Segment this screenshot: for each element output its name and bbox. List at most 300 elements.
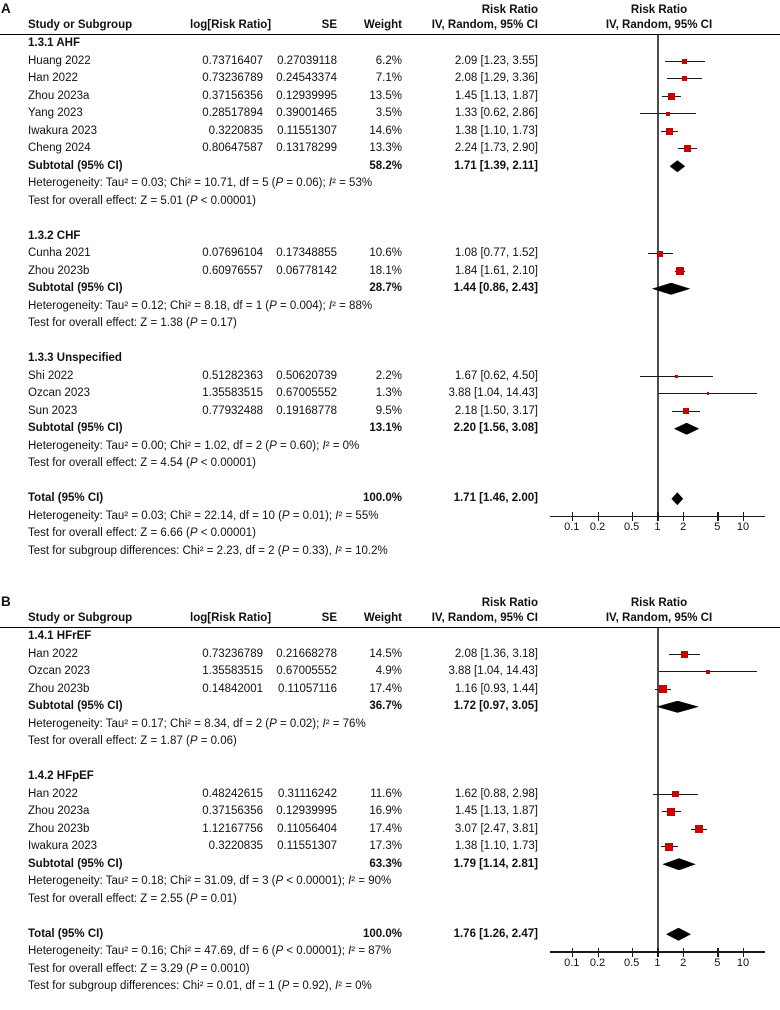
stat-row: [0, 873, 780, 891]
weight-value: 7.1%: [375, 72, 402, 84]
axis-tick-label: 0.5: [623, 521, 640, 533]
overall-effect-text: Test for overall effect: Z = 2.55 (P = 0.01): [28, 892, 237, 905]
pooled-weight: 13.1%: [369, 422, 402, 434]
se-value: 0.11056404: [277, 822, 337, 835]
forest-plot-cell: [538, 105, 780, 123]
risk-ratio-ci-text: 3.88 [1.04, 14.43]: [448, 665, 538, 677]
study-row: [0, 263, 780, 281]
log-risk-ratio-value: 0.80647587: [202, 142, 263, 154]
subtotal-diamond: [670, 160, 686, 172]
pooled-weight: 63.3%: [369, 857, 402, 870]
heterogeneity-text: Heterogeneity: Tau² = 0.03; Chi² = 22.14, df = 10 (P = 0.01); I² = 55%: [28, 509, 379, 522]
study-name: Zhou 2023b: [28, 264, 90, 277]
se-value: 0.11551307: [277, 840, 337, 852]
pooled-label: Subtotal (95% CI): [28, 857, 123, 870]
heterogeneity-text: Heterogeneity: Tau² = 0.18; Chi² = 31.09, df = 3 (P < 0.00001); I² = 90%: [28, 875, 392, 887]
effect-square: [657, 251, 663, 257]
effect-measure-title: Risk Ratio: [481, 597, 538, 609]
weight-value: 11.6%: [370, 787, 402, 800]
study-row: [0, 646, 780, 664]
weight-value: 3.5%: [375, 107, 402, 119]
axis-tick: [632, 948, 633, 957]
axis-tick-label: 5: [714, 521, 721, 533]
log-risk-ratio-value: 0.73236789: [202, 647, 263, 660]
forest-plot-cell: [538, 123, 780, 141]
study-row: [0, 838, 780, 856]
risk-ratio-ci-text: 1.62 [0.88, 2.98]: [454, 787, 538, 800]
stat-row: [0, 543, 780, 561]
risk-ratio-ci-text: 2.24 [1.73, 2.90]: [454, 142, 538, 154]
header-row-effect: [0, 3, 780, 18]
log-risk-ratio-value: 1.35583515: [202, 387, 263, 399]
log-risk-ratio-value: 0.28517894: [202, 107, 263, 119]
log-risk-ratio-value: 0.51282363: [202, 369, 263, 382]
log-risk-ratio-value: 0.77932488: [202, 404, 263, 417]
heterogeneity-text: Heterogeneity: Tau² = 0.00; Chi² = 1.02, df = 2 (P = 0.60); I² = 0%: [28, 439, 360, 452]
effect-square: [707, 392, 710, 395]
effect-square: [695, 825, 703, 833]
pooled-ci-text: 1.79 [1.14, 2.81]: [453, 857, 538, 870]
forest-plot-cell: [538, 943, 780, 969]
panel-label: A: [1, 1, 11, 16]
forest-plot-cell: [538, 961, 780, 979]
effect-square: [667, 808, 675, 816]
log-risk-ratio-value: 1.35583515: [202, 665, 263, 677]
panel-body: [0, 628, 780, 996]
forest-plot-cell: [538, 245, 780, 263]
study-row: [0, 663, 780, 681]
subtotal-diamond: [662, 858, 696, 870]
forest-plot-cell: [538, 403, 780, 421]
axis-tick-label: 0.2: [589, 956, 606, 969]
axis-tick: [743, 512, 744, 521]
axis-tick-label: 1: [654, 521, 661, 533]
effect-square: [675, 375, 678, 378]
column-header-study: Study or Subgroup: [28, 612, 133, 624]
forest-plot-cell: [538, 821, 780, 839]
overall-effect-text: Test for overall effect: Z = 5.01 (P < 0.00001): [28, 194, 257, 207]
forest-plot-cell: [538, 716, 780, 734]
effect-square: [665, 843, 673, 851]
column-header-log-risk-ratio: log[Risk Ratio]: [190, 612, 272, 624]
se-value: 0.21668278: [276, 647, 337, 660]
risk-ratio-ci-text: 1.38 [1.10, 1.73]: [454, 124, 538, 137]
log-risk-ratio-value: 0.37156356: [202, 805, 263, 817]
axis-tick-label: 0.1: [564, 521, 580, 533]
study-row: [0, 403, 780, 421]
study-name: Cheng 2024: [28, 142, 91, 154]
forest-plot-cell: [538, 891, 780, 909]
weight-value: 6.2%: [375, 54, 402, 67]
se-value: 0.17348855: [276, 247, 337, 259]
weight-value: 13.5%: [369, 89, 402, 102]
axis-tick-label: 0.5: [623, 956, 640, 969]
weight-value: 14.5%: [369, 647, 402, 660]
se-value: 0.27039118: [277, 54, 337, 67]
axis-tick-label: 10: [736, 521, 750, 533]
subgroup-title: 1.3.2 CHF: [28, 229, 81, 242]
pooled-label: Subtotal (95% CI): [28, 282, 123, 294]
effect-square: [676, 267, 684, 275]
se-value: 0.50620739: [276, 369, 337, 382]
panel-label: B: [1, 594, 11, 609]
forest-plot-cell: [538, 681, 780, 699]
axis-tick: [657, 948, 658, 957]
column-header-plot: IV, Random, 95% CI: [605, 19, 713, 31]
stat-row: [0, 298, 780, 316]
forest-plot-cell: [538, 158, 780, 176]
se-value: 0.67005552: [276, 665, 337, 677]
forest-plot-cell: [538, 420, 780, 438]
section-gap: [0, 473, 780, 491]
forest-plot-figure: [0, 3, 780, 996]
forest-plot-cell: [538, 838, 780, 856]
se-value: 0.24543374: [276, 72, 337, 84]
study-name: Zhou 2023b: [28, 682, 90, 695]
axis-tick-label: 0.1: [564, 956, 580, 969]
forest-plot-cell: [538, 873, 780, 891]
axis-tick: [657, 512, 658, 521]
stat-row: [0, 525, 780, 543]
weight-value: 17.3%: [369, 840, 402, 852]
subgroup-title-row: [0, 350, 780, 368]
axis-tick-label: 2: [680, 521, 687, 533]
weight-value: 18.1%: [369, 264, 402, 277]
forest-plot-cell: [538, 140, 780, 158]
axis-tick: [717, 948, 718, 957]
log-risk-ratio-value: 0.07696104: [202, 247, 263, 259]
axis-tick: [743, 948, 744, 957]
study-row: [0, 105, 780, 123]
stat-row: [0, 961, 780, 979]
stat-row: [0, 455, 780, 473]
stat-row: [0, 438, 780, 456]
study-name: Zhou 2023b: [28, 822, 90, 835]
study-name: Huang 2022: [28, 54, 91, 67]
subtotal-row: [0, 698, 780, 716]
forest-plot-cell: [538, 368, 780, 386]
log-risk-ratio-value: 1.12167756: [202, 822, 263, 835]
forest-plot-cell: [538, 856, 780, 874]
se-value: 0.19168778: [276, 404, 337, 417]
study-name: Iwakura 2023: [28, 124, 98, 137]
study-name: Ozcan 2023: [28, 665, 91, 677]
log-risk-ratio-value: 0.14842001: [202, 682, 263, 695]
pooled-weight: 28.7%: [369, 282, 402, 294]
column-header-weight: Weight: [363, 19, 402, 31]
weight-value: 13.3%: [369, 142, 402, 154]
se-value: 0.12939995: [276, 805, 337, 817]
forest-plot-cell: [538, 315, 780, 333]
study-name: Iwakura 2023: [28, 840, 98, 852]
weight-value: 10.6%: [369, 247, 402, 259]
se-value: 0.13178299: [276, 142, 337, 154]
total-diamond: [671, 492, 683, 505]
log-risk-ratio-value: 0.3220835: [208, 840, 263, 852]
header-row-columns: [0, 611, 780, 628]
se-value: 0.31116242: [277, 787, 337, 800]
study-row: [0, 385, 780, 403]
log-risk-ratio-value: 0.60976557: [202, 264, 263, 277]
column-header-se: SE: [321, 19, 337, 31]
se-value: 0.11551307: [277, 124, 337, 137]
study-name: Zhou 2023a: [28, 89, 90, 102]
risk-ratio-ci-text: 1.33 [0.62, 2.86]: [454, 107, 538, 119]
log-risk-ratio-value: 0.73236789: [202, 72, 263, 84]
pooled-weight: 100.0%: [362, 492, 402, 504]
column-header-se: SE: [321, 612, 337, 624]
weight-value: 9.5%: [375, 404, 402, 417]
total-row: [0, 926, 780, 944]
effect-measure-title: Risk Ratio: [481, 4, 538, 16]
study-row: [0, 681, 780, 699]
pooled-ci-text: 1.71 [1.39, 2.11]: [454, 159, 538, 172]
pooled-weight: 36.7%: [369, 700, 402, 712]
stat-row: [0, 315, 780, 333]
subgroup-title-row: [0, 768, 780, 786]
section-gap: [0, 333, 780, 351]
overall-effect-text: Test for overall effect: Z = 3.29 (P = 0.0010): [28, 962, 250, 975]
subgroup-title: 1.3.3 Unspecified: [28, 352, 122, 364]
forest-plot-cell: [538, 175, 780, 193]
pooled-ci-text: 1.72 [0.97, 3.05]: [453, 700, 538, 712]
study-row: [0, 88, 780, 106]
axis-tick-label: 1: [654, 956, 661, 969]
se-value: 0.67005552: [276, 387, 337, 399]
column-header-ci: IV, Random, 95% CI: [431, 612, 538, 624]
weight-value: 14.6%: [369, 124, 402, 137]
se-value: 0.39001465: [276, 107, 337, 119]
weight-value: 2.2%: [375, 369, 402, 382]
subtotal-row: [0, 280, 780, 298]
axis-tick: [598, 512, 599, 521]
risk-ratio-ci-text: 2.08 [1.29, 3.36]: [454, 72, 538, 84]
subtotal-diamond: [652, 283, 691, 295]
risk-ratio-ci-text: 2.09 [1.23, 3.55]: [454, 54, 538, 67]
pooled-ci-text: 1.44 [0.86, 2.43]: [453, 282, 538, 294]
heterogeneity-text: Heterogeneity: Tau² = 0.17; Chi² = 8.34, df = 2 (P = 0.02); I² = 76%: [28, 717, 366, 730]
axis-tick: [572, 512, 573, 521]
subgroup-title-row: [0, 228, 780, 246]
study-row: [0, 786, 780, 804]
section-gap: [0, 210, 780, 228]
forest-plot-cell: [538, 543, 780, 561]
risk-ratio-ci-text: 1.84 [1.61, 2.10]: [454, 264, 538, 277]
forest-plot-cell: [538, 490, 780, 508]
column-header-ci: IV, Random, 95% CI: [431, 19, 538, 31]
study-row: [0, 368, 780, 386]
panel-b: [0, 596, 780, 996]
se-value: 0.11057116: [277, 682, 337, 695]
forest-plot-cell: [538, 646, 780, 664]
effect-measure-title: Risk Ratio: [630, 4, 688, 16]
risk-ratio-ci-text: 1.38 [1.10, 1.73]: [454, 840, 538, 852]
log-risk-ratio-value: 0.48242615: [202, 787, 263, 800]
se-value: 0.12939995: [276, 89, 337, 102]
forest-plot-cell: [538, 53, 780, 71]
forest-plot-cell: [538, 663, 780, 681]
column-header-study: Study or Subgroup: [28, 19, 133, 31]
study-row: [0, 123, 780, 141]
overall-effect-text: Test for overall effect: Z = 1.38 (P = 0.17): [28, 317, 237, 329]
study-row: [0, 821, 780, 839]
subgroup-title: 1.4.1 HFrEF: [28, 630, 92, 642]
section-gap: [0, 751, 780, 769]
forest-plot-cell: [538, 733, 780, 751]
axis-tick-label: 5: [714, 956, 721, 969]
pooled-label: Total (95% CI): [28, 927, 104, 940]
heterogeneity-text: Heterogeneity: Tau² = 0.03; Chi² = 10.71, df = 5 (P = 0.06); I² = 53%: [28, 177, 373, 189]
weight-value: 17.4%: [369, 682, 402, 695]
study-name: Han 2022: [28, 72, 78, 84]
effect-square: [666, 128, 673, 135]
pooled-ci-text: 1.76 [1.26, 2.47]: [453, 927, 538, 940]
study-name: Han 2022: [28, 787, 78, 800]
effect-square: [683, 408, 689, 414]
axis-tick: [572, 948, 573, 957]
weight-value: 4.9%: [375, 665, 402, 677]
section-gap: [0, 908, 780, 926]
axis-tick-label: 10: [736, 956, 750, 969]
study-name: Ozcan 2023: [28, 387, 91, 399]
risk-ratio-ci-text: 1.08 [0.77, 1.52]: [454, 247, 538, 259]
subgroup-differences-text: Test for subgroup differences: Chi² = 0.01, df = 1 (P = 0.92), I² = 0%: [28, 980, 372, 992]
effect-square: [666, 112, 670, 116]
study-row: [0, 140, 780, 158]
axis-tick: [683, 948, 684, 957]
overall-effect-text: Test for overall effect: Z = 6.66 (P < 0.00001): [28, 527, 257, 539]
study-row: [0, 803, 780, 821]
pooled-label: Subtotal (95% CI): [28, 422, 123, 434]
pooled-ci-text: 1.71 [1.46, 2.00]: [453, 492, 538, 504]
pooled-weight: 100.0%: [362, 927, 402, 940]
panel-a: [0, 3, 780, 560]
forest-plot-cell: [538, 926, 780, 944]
effect-square: [682, 76, 687, 81]
forest-plot-cell: [538, 455, 780, 473]
study-row: [0, 53, 780, 71]
stat-row: [0, 978, 780, 996]
forest-plot-cell: [538, 698, 780, 716]
overall-effect-text: Test for overall effect: Z = 4.54 (P < 0.00001): [28, 457, 257, 469]
panel-body: [0, 35, 780, 560]
forest-plot-cell: [538, 193, 780, 211]
study-name: Cunha 2021: [28, 247, 91, 259]
column-header-weight: Weight: [363, 612, 402, 624]
study-name: Shi 2022: [28, 369, 74, 382]
pooled-label: Total (95% CI): [28, 492, 104, 504]
effect-square: [672, 791, 678, 797]
subtotal-row: [0, 158, 780, 176]
subgroup-title: 1.3.1 AHF: [28, 37, 80, 49]
risk-ratio-ci-text: 3.88 [1.04, 14.43]: [448, 387, 538, 399]
risk-ratio-ci-text: 2.18 [1.50, 3.17]: [454, 404, 538, 417]
risk-ratio-ci-text: 1.45 [1.13, 1.87]: [454, 805, 538, 817]
heterogeneity-text: Heterogeneity: Tau² = 0.12; Chi² = 8.18, df = 1 (P = 0.004); I² = 88%: [28, 299, 373, 312]
axis-tick-label: 2: [680, 956, 687, 969]
subtotal-row: [0, 856, 780, 874]
study-name: Sun 2023: [28, 404, 78, 417]
stat-row: [0, 733, 780, 751]
heterogeneity-text: Heterogeneity: Tau² = 0.16; Chi² = 47.69, df = 6 (P < 0.00001); I² = 87%: [28, 945, 392, 957]
forest-plot-cell: [538, 978, 780, 996]
log-risk-ratio-value: 0.73716407: [202, 54, 263, 67]
forest-plot-cell: [538, 803, 780, 821]
forest-plot-cell: [538, 385, 780, 403]
stat-row: [0, 891, 780, 909]
total-row: [0, 490, 780, 508]
axis-tick: [598, 948, 599, 957]
subtotal-row: [0, 420, 780, 438]
forest-plot-cell: [538, 88, 780, 106]
risk-ratio-ci-text: 1.67 [0.62, 4.50]: [454, 369, 538, 382]
risk-ratio-ci-text: 2.08 [1.36, 3.18]: [454, 647, 538, 660]
forest-plot-cell: [538, 280, 780, 298]
axis-tick: [683, 512, 684, 521]
study-row: [0, 70, 780, 88]
forest-plot-cell: [538, 263, 780, 281]
subtotal-diamond: [656, 701, 699, 713]
effect-square: [682, 59, 687, 64]
subgroup-differences-text: Test for subgroup differences: Chi² = 2.23, df = 2 (P = 0.33), I² = 10.2%: [28, 544, 388, 557]
weight-value: 17.4%: [369, 822, 402, 835]
forest-plot-cell: [538, 508, 780, 533]
effect-square: [681, 651, 688, 658]
pooled-label: Subtotal (95% CI): [28, 700, 123, 712]
effect-square: [659, 685, 667, 693]
forest-plot-cell: [538, 786, 780, 804]
column-header-plot: IV, Random, 95% CI: [605, 612, 713, 624]
effect-square: [684, 145, 691, 152]
header-row-columns: [0, 18, 780, 35]
stat-row: [0, 716, 780, 734]
weight-value: 16.9%: [369, 805, 402, 817]
se-value: 0.06778142: [276, 264, 337, 277]
stat-row: [0, 175, 780, 193]
risk-ratio-ci-text: 1.45 [1.13, 1.87]: [454, 89, 538, 102]
column-header-log-risk-ratio: log[Risk Ratio]: [190, 19, 272, 31]
pooled-label: Subtotal (95% CI): [28, 159, 123, 172]
forest-plot-cell: [538, 298, 780, 316]
total-diamond: [666, 928, 691, 941]
study-row: [0, 245, 780, 263]
overall-effect-text: Test for overall effect: Z = 1.87 (P = 0.06): [28, 735, 237, 747]
effect-square: [668, 93, 675, 100]
study-name: Han 2022: [28, 647, 78, 660]
stat-row: [0, 193, 780, 211]
axis-tick: [717, 512, 718, 521]
forest-plot-cell: [538, 70, 780, 88]
axis-tick-label: 0.2: [589, 521, 606, 533]
effect-square: [706, 670, 710, 674]
study-name: Zhou 2023a: [28, 805, 90, 817]
forest-plot-cell: [538, 525, 780, 543]
log-risk-ratio-value: 0.3220835: [208, 124, 263, 137]
pooled-weight: 58.2%: [369, 159, 402, 172]
effect-measure-title: Risk Ratio: [630, 597, 688, 609]
forest-plot-cell: [538, 438, 780, 456]
subtotal-diamond: [674, 423, 699, 435]
log-risk-ratio-value: 0.37156356: [202, 89, 263, 102]
axis-tick: [632, 512, 633, 521]
subgroup-title-row: [0, 628, 780, 646]
pooled-ci-text: 2.20 [1.56, 3.08]: [453, 422, 538, 434]
risk-ratio-ci-text: 3.07 [2.47, 3.81]: [454, 822, 538, 835]
subgroup-title: 1.4.2 HFpEF: [28, 770, 94, 782]
subgroup-title-row: [0, 35, 780, 53]
weight-value: 1.3%: [375, 387, 402, 399]
header-row-effect: [0, 596, 780, 611]
